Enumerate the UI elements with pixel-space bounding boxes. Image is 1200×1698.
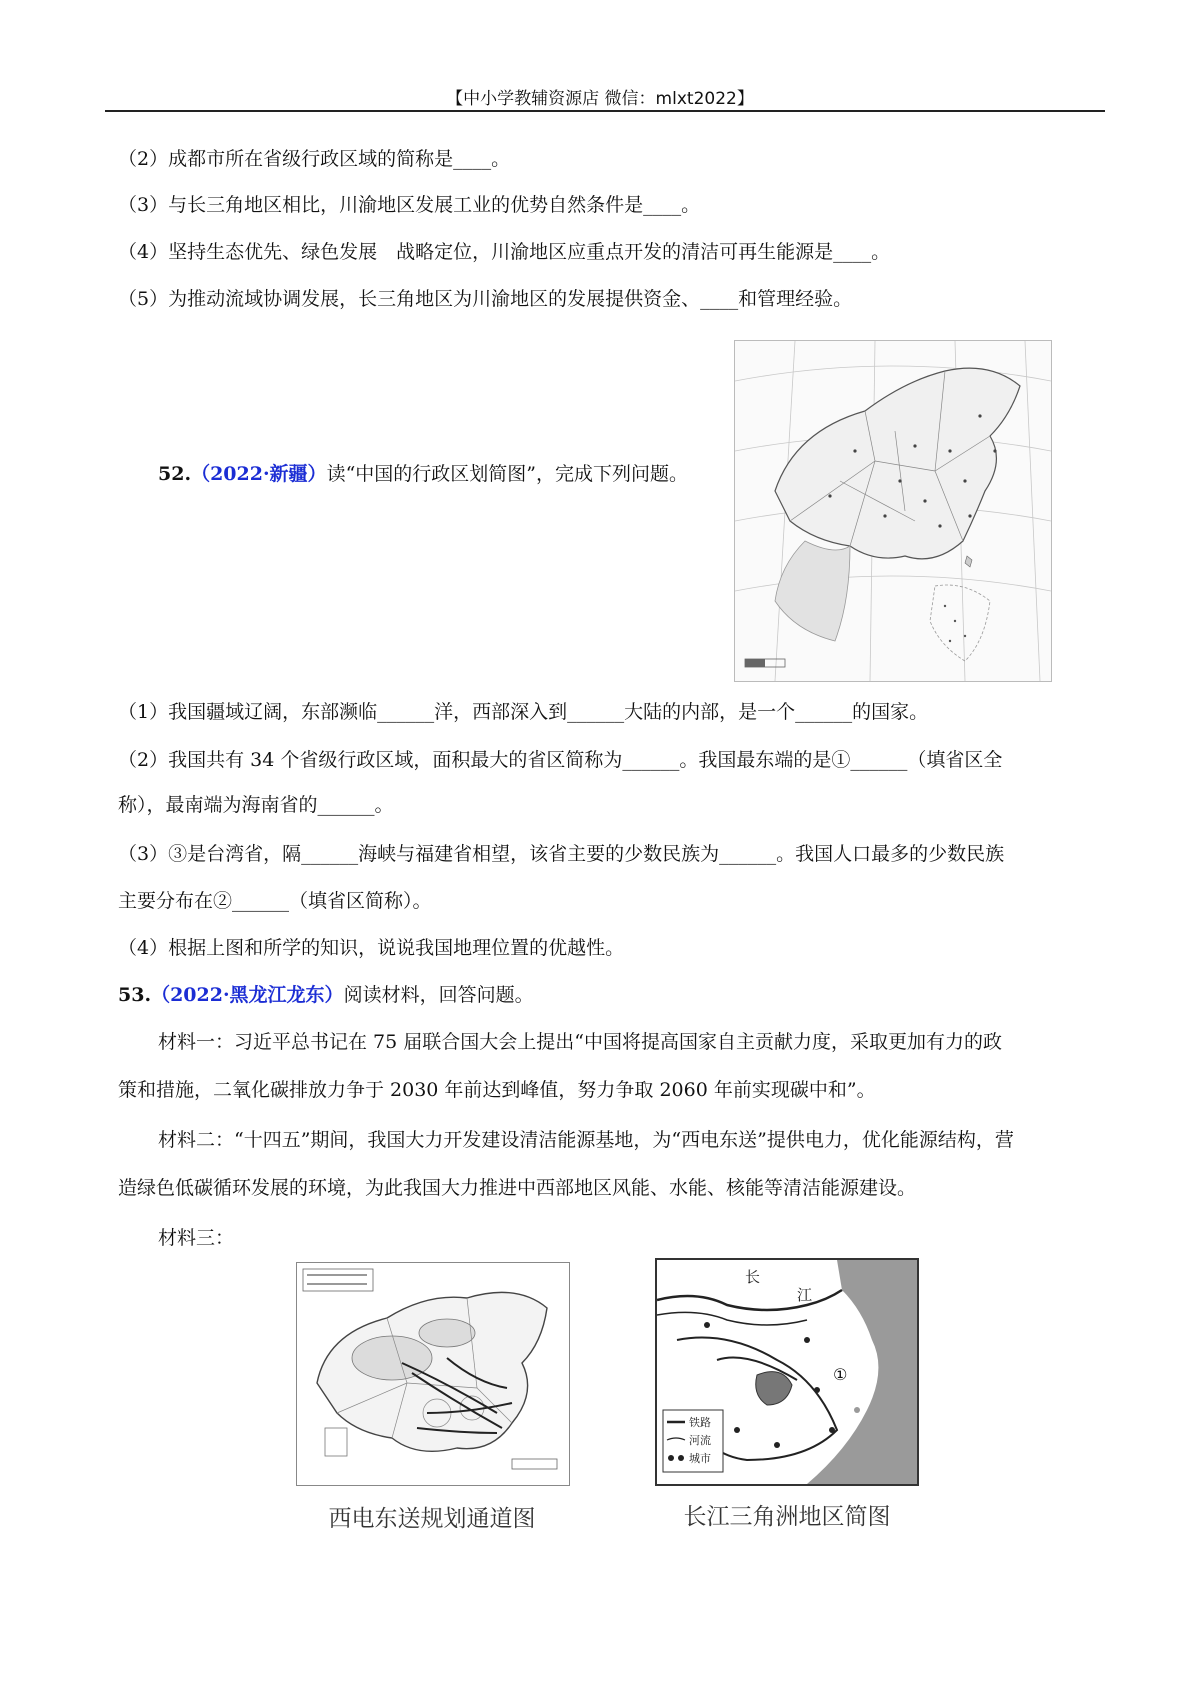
material-1-line-1: 材料一：习近平总书记在 75 届联合国大会上提出“中国将提高国家自主贡献力度，采取更加有力的政 [158, 1031, 1002, 1053]
material-1-line-2: 策和措施，二氧化碳排放力争于 2030 年前达到峰值，努力争取 2060 年前实现碳中和”。 [118, 1079, 876, 1101]
west-east-power-map-caption: 西电东送规划通道图 [328, 1506, 536, 1532]
china-admin-map-drawing [735, 341, 1051, 681]
map-label-jiang: 江 [797, 1286, 813, 1304]
q52-item-2: （2）我国共有 34 个省级行政区域，面积最大的省区简称为______。我国最东端的是①______（填省区全 [118, 749, 1003, 771]
west-east-power-map [296, 1262, 570, 1486]
map-marker-1: ① [833, 1365, 848, 1384]
q53-source: （2022·黑龙江龙东） [151, 984, 344, 1006]
west-east-power-map-drawing [297, 1263, 569, 1485]
q53-number: 53. [118, 984, 152, 1006]
map-label-chang: 长 [745, 1268, 761, 1286]
legend-river: 河流 [689, 1434, 711, 1447]
material-2-line-2: 造绿色低碳循环发展的环境，为此我国大力推进中西部地区风能、水能、核能等清洁能源建设。 [118, 1177, 917, 1199]
q52-number: 52. [158, 463, 192, 485]
yangtze-delta-map-drawing [657, 1260, 917, 1484]
q52-item-3: （3）③是台湾省，隔______海峡与福建省相望，该省主要的少数民族为______。我国人口最多的少数民族 [118, 843, 1005, 865]
header-divider [105, 110, 1105, 112]
q53-heading [118, 983, 534, 1007]
china-admin-map [734, 340, 1052, 682]
prev-item-3: （3）与长三角地区相比，川渝地区发展工业的优势自然条件是____。 [118, 194, 701, 216]
q52-source: （2022·新疆） [191, 463, 327, 485]
q52-item-1: （1）我国疆域辽阔，东部濒临______洋，西部深入到______大陆的内部，是一个______的国家。 [118, 701, 929, 723]
q52-item-3-cont: 主要分布在②______（填省区简称）。 [118, 890, 432, 912]
prev-item-5: （5）为推动流域协调发展，长三角地区为川渝地区的发展提供资金、____和管理经验。 [118, 288, 853, 310]
material-2-line-1: 材料二：“十四五”期间，我国大力开发建设清洁能源基地，为“西电东送”提供电力，优化能源结构，营 [158, 1129, 1014, 1151]
prev-item-4: （4）坚持生态优先、绿色发展 战略定位，川渝地区应重点开发的清洁可再生能源是____。 [118, 241, 891, 263]
q53-prompt: 阅读材料，回答问题。 [343, 984, 534, 1006]
material-3-label: 材料三： [158, 1227, 235, 1249]
yangtze-delta-map-caption: 长江三角洲地区简图 [683, 1504, 891, 1530]
legend-city: 城市 [689, 1452, 711, 1465]
q52-prompt: 读“中国的行政区划简图”，完成下列问题。 [326, 463, 688, 485]
q52-item-2-cont: 称），最南端为海南省的______。 [118, 794, 394, 816]
q52-heading [158, 462, 688, 486]
legend-railway: 铁路 [689, 1416, 711, 1429]
page-header: 【中小学教辅资源店 微信：mlxt2022】 [446, 89, 754, 109]
q52-item-4: （4）根据上图和所学的知识，说说我国地理位置的优越性。 [118, 937, 625, 959]
yangtze-delta-map [655, 1258, 919, 1486]
prev-item-2: （2）成都市所在省级行政区域的简称是____。 [118, 148, 511, 170]
